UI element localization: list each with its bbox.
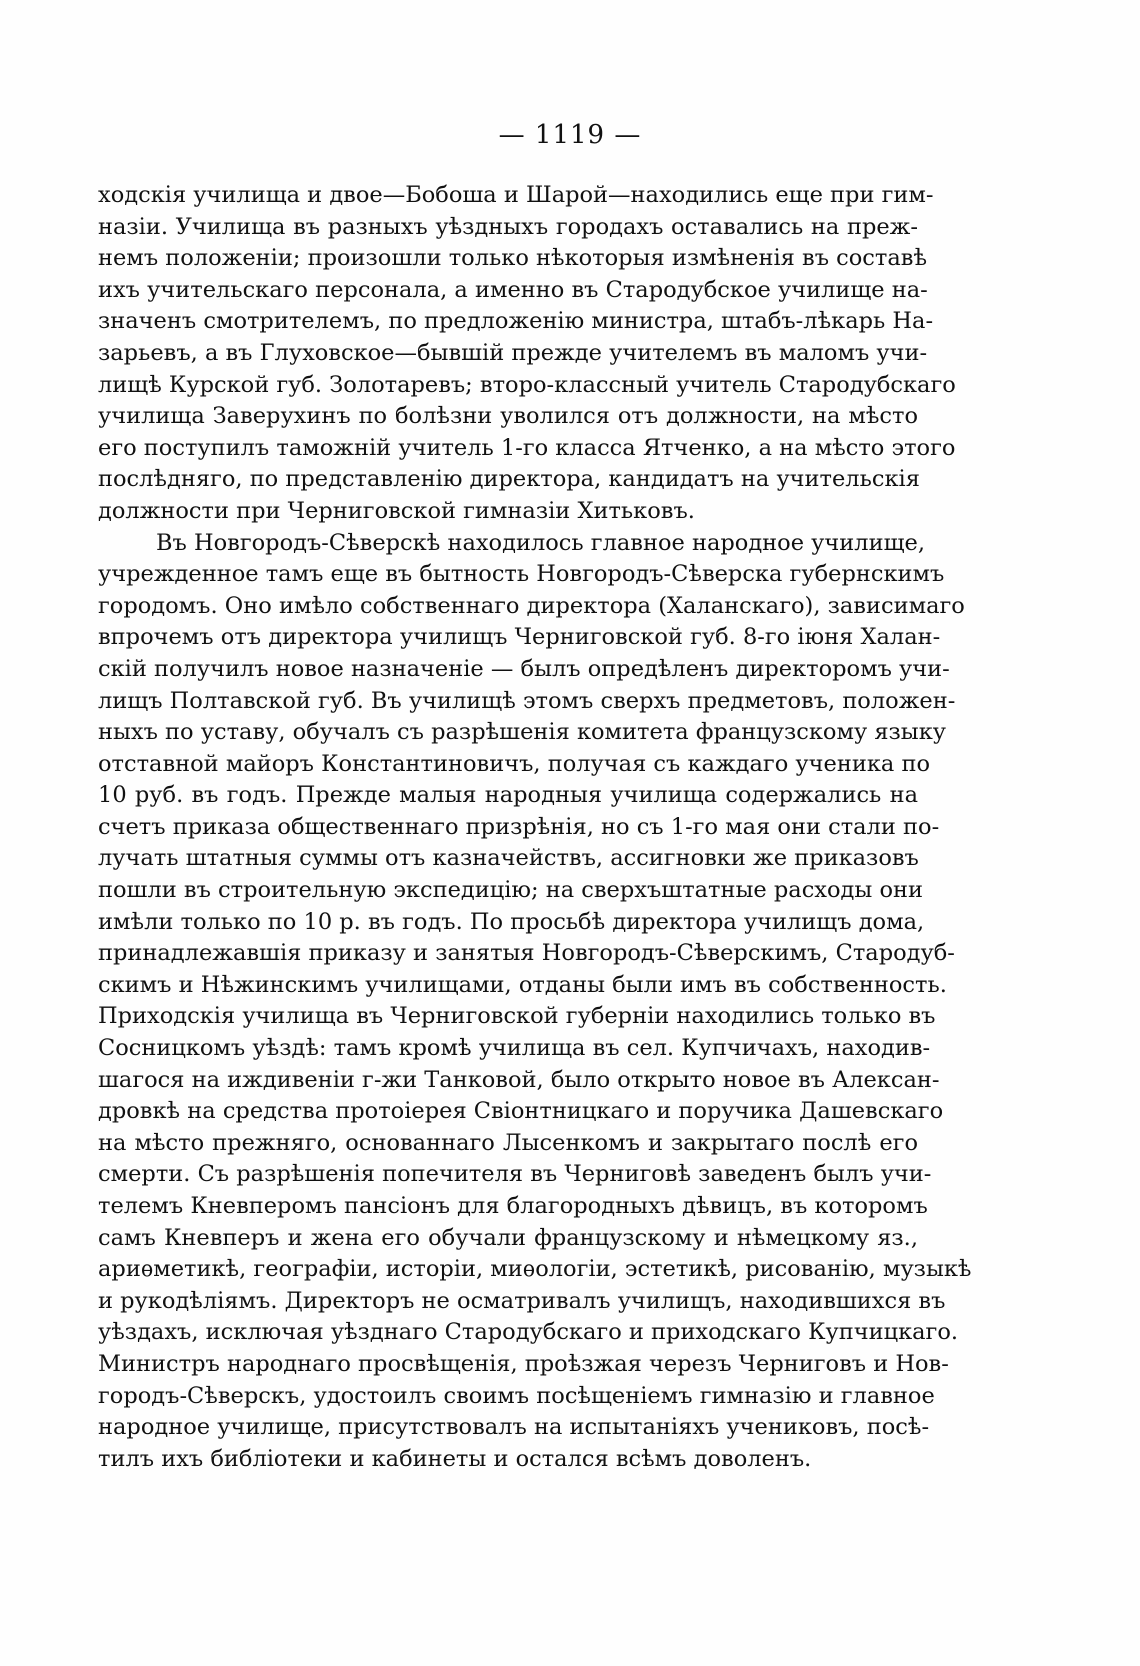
text-line: Сосницкомъ уѣздѣ: тамъ кромѣ училища въ сел. Купчичахъ, находив-	[98, 1035, 931, 1062]
text-line: учрежденное тамъ еще въ бытность Новгородъ-Сѣверска губернскимъ	[98, 561, 945, 588]
text-line: имѣли только по 10 р. въ годъ. По просьбѣ директора училищъ дома,	[98, 908, 925, 935]
text-line: впрочемъ отъ директора училищъ Черниговской губ. 8-го іюня Халан-	[98, 624, 941, 651]
text-line: принадлежавшія приказу и занятыя Новгородъ-Сѣверскимъ, Стародуб-	[98, 940, 955, 967]
text-line: городомъ. Оно имѣло собственнаго директора (Халанскаго), зависимаго	[98, 592, 965, 619]
text-line: значенъ смотрителемъ, по предложенію министра, штабъ-лѣкарь На-	[98, 308, 934, 335]
text-line: смерти. Съ разрѣшенія попечителя въ Черниговѣ заведенъ былъ учи-	[98, 1161, 932, 1188]
text-line: зарьевъ, а въ Глуховское—бывшій прежде учителемъ въ маломъ учи-	[98, 339, 928, 366]
text-line: лищѣ Курской губ. Золотаревъ; второ-классный учитель Стародубскаго	[98, 371, 956, 398]
text-line: самъ Кневперъ и жена его обучали французскому и нѣмецкому яз.,	[98, 1224, 918, 1251]
text-line: телемъ Кневперомъ пансіонъ для благородныхъ дѣвицъ, въ которомъ	[98, 1193, 928, 1219]
text-line: послѣдняго, по представленію директора, кандидатъ на учительскія	[98, 466, 920, 493]
text-line: уѣздахъ, исключая уѣзднаго Стародубскаго и приходскаго Купчицкаго.	[98, 1319, 959, 1346]
paragraph	[98, 180, 956, 528]
text-line: Министръ народнаго просвѣщенія, проѣзжая черезъ Черниговъ и Нов-	[98, 1350, 949, 1377]
text-line: скимъ и Нѣжинскимъ училищами, отданы были имъ въ собственность.	[98, 971, 947, 998]
text-line: ходскія училища и двое—Бобоша и Шарой—находились еще при гим-	[98, 182, 934, 208]
text-line: счетъ приказа общественнаго призрѣнія, но съ 1-го мая они стали по-	[98, 813, 940, 840]
text-line: ныхъ по уставу, обучалъ съ разрѣшенія комитета французскому языку	[98, 719, 947, 746]
body-text	[98, 180, 972, 1475]
text-line: дровкѣ на средства протоіерея Свіонтницкаго и поручика Дашевскаго	[98, 1098, 944, 1125]
text-line: и рукодѣліямъ. Директоръ не осматривалъ училищъ, находившихся въ	[98, 1287, 946, 1314]
page-number: — 1119 —	[498, 120, 642, 150]
text-line: ихъ учительскаго персонала, а именно въ Стародубское училище на-	[98, 276, 928, 303]
text-line: училища Заверухинъ по болѣзни уволился отъ должности, на мѣсто	[98, 403, 918, 430]
text-line: 10 руб. въ годъ. Прежде малыя народныя училища содержались на	[98, 782, 918, 809]
text-line: лищъ Полтавской губ. Въ училищѣ этомъ сверхъ предметовъ, положен-	[98, 687, 956, 714]
text-line: Въ Новгородъ-Сѣверскѣ находилось главное народное училище,	[156, 529, 925, 556]
text-line: пошли въ строительную экспедицію; на сверхъштатные расходы они	[98, 877, 923, 904]
text-line: на мѣсто прежняго, основаннаго Лысенкомъ и закрытаго послѣ его	[98, 1129, 918, 1156]
text-line: отставной майоръ Константиновичъ, получая съ каждаго ученика по	[98, 750, 931, 777]
text-line: Приходскія училища въ Черниговской губерніи находились только въ	[98, 1003, 936, 1030]
text-line: народное училище, присутствовалъ на испытаніяхъ учениковъ, посѣ-	[98, 1414, 930, 1441]
text-line: немъ положеніи; произошли только нѣкоторыя измѣненія въ составѣ	[98, 245, 928, 272]
text-line: шагося на иждивеніи г-жи Танковой, было открыто новое въ Алексан-	[98, 1066, 940, 1093]
text-line: ариѳметикѣ, географіи, исторіи, миѳологіи, эстетикѣ, рисованію, музыкѣ	[98, 1256, 972, 1283]
text-line: его поступилъ таможній учитель 1-го класса Ятченко, а на мѣсто этого	[98, 434, 956, 461]
text-line: тилъ ихъ библіотеки и кабинеты и остался всѣмъ доволенъ.	[98, 1445, 812, 1472]
text-line: должности при Черниговской гимназіи Хитьковъ.	[98, 497, 695, 524]
text-line: городъ-Сѣверскъ, удостоилъ своимъ посѣщеніемъ гимназію и главное	[98, 1382, 935, 1409]
text-line: скій получилъ новое назначеніе — былъ опредѣленъ директоромъ учи-	[98, 655, 950, 682]
text-line: назіи. Училища въ разныхъ уѣздныхъ городахъ оставались на преж-	[98, 213, 918, 240]
paragraph	[98, 528, 972, 1476]
text-line: лучать штатныя суммы отъ казначействъ, ассигновки же приказовъ	[98, 845, 919, 872]
